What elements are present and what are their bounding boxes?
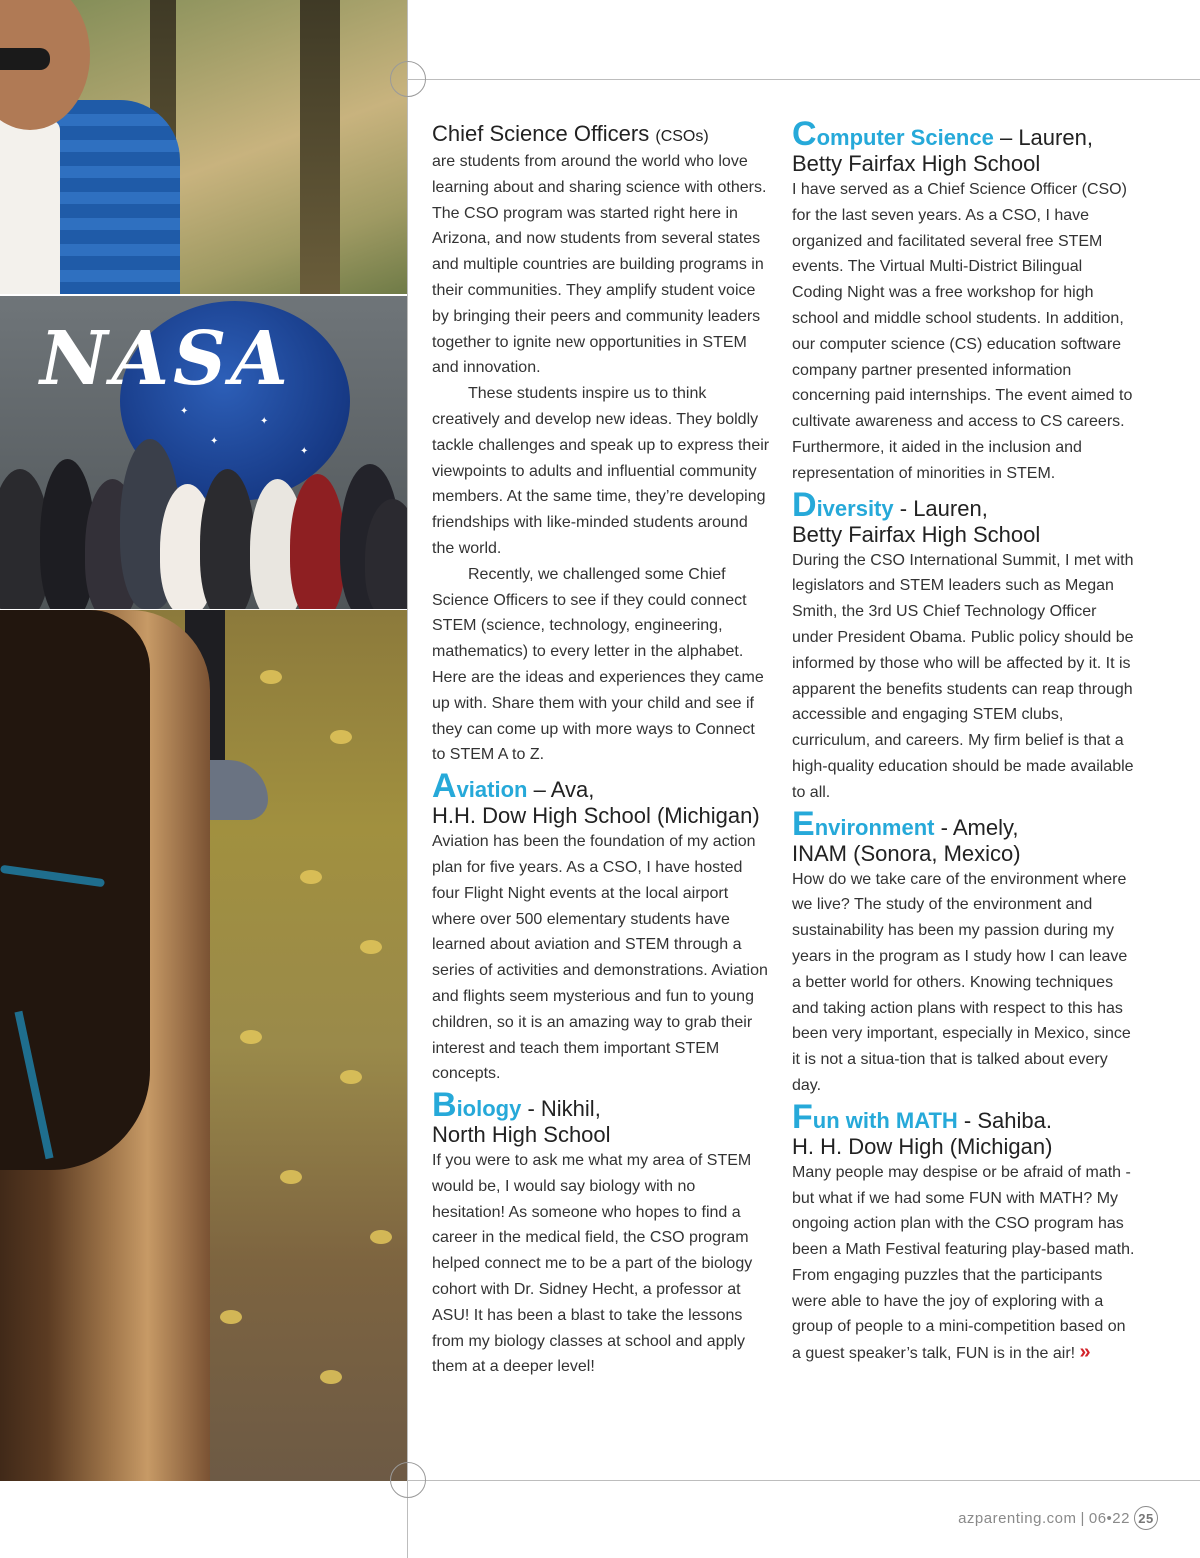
intro-paragraph-2: These students inspire us to think creatively and develop new ideas. They boldly tackle challenges and speak up to express their viewpoints to adults and influential community members. At the same time, they’re developing friendships with like-minded students around the world. [432, 385, 770, 557]
section-body: Many people may despise or be afraid of math - but what if we had some FUN with MATH? My ongoing action plan with the CSO program has been a Math Festival featuring play-based math. From engaging puzzles that the participants were able to have the joy of exploring with a group of people to a mini-competition based on a guest speaker’s talk, FUN is in the air! » [792, 1163, 1135, 1364]
section-fun-with-math [792, 1097, 1137, 1367]
photo-nasa-group: NASA ✦ ✦ ✦ ✦ [0, 296, 408, 609]
page-divider-vertical [407, 0, 408, 1558]
page-footer [958, 1506, 1158, 1530]
crop-mark-bottom [390, 1462, 426, 1498]
footer-divider: | [1080, 1509, 1085, 1527]
intro-paragraph-3: Recently, we challenged some Chief Science Officers to see if they could connect STEM (science, technology, engineering, mathematics) to every letter in the alphabet. Here are the ideas and experiences they came up with. Share them with your child and see if they can come up with more ways to Connect to STEM A to Z. [432, 565, 764, 764]
section-school: Betty Fairfax High School [792, 521, 1041, 547]
section-school: Betty Fairfax High School [792, 151, 1041, 176]
section-body: How do we take care of the environment where we live? The study of the environment and sustainability has been my passion during my years in the program as I study how I can leave a better world for others. Knowing techniques and taking action plans with respect to this has been very important, especially in Mexico, since it is not a situa-tion that is talked about every day. [792, 870, 1131, 1094]
section-biology [432, 1086, 772, 1380]
section-heading: Aviation – Ava, [432, 767, 595, 806]
top-rule [408, 79, 1200, 80]
crop-mark-top [390, 61, 426, 97]
intro-paragraph-1: are students from around the world who love learning about and sharing science with others. The CSO program was started right here in Arizona, and now students from several states and multiple countries are building programs in their communities. They amplify student voice by bringing their peers and community leaders together to ignite new opportunities in STEM and innovation. [432, 153, 767, 377]
section-computer-science [792, 115, 1137, 487]
continued-arrow-icon: » [1079, 1341, 1091, 1364]
photo-student-outdoors [0, 0, 408, 294]
bottom-rule [408, 1480, 1200, 1481]
nasa-logo-text: NASA [40, 316, 292, 402]
section-heading: Diversity - Lauren, [792, 485, 988, 524]
section-aviation [432, 767, 772, 1087]
section-heading: Biology - Nikhil, [432, 1086, 601, 1125]
section-school: INAM (Sonora, Mexico) [792, 840, 1021, 866]
section-environment [792, 804, 1137, 1099]
footer-site: azparenting.com [958, 1509, 1077, 1527]
section-body: Aviation has been the foundation of my action plan for five years. As a CSO, I have hosted four Flight Night events at the local airport where over 500 elementary students have learned about aviation and STEM through a series of activities and demonstrations. Aviation and flights seem mysterious and fun to young children, so it is an amazing way to grab their interest and teach them important STEM concepts. [432, 833, 768, 1083]
section-diversity [792, 485, 1137, 806]
section-heading: Fun with MATH - Sahiba. [792, 1097, 1052, 1136]
page-number: 25 [1134, 1506, 1158, 1530]
section-body: If you were to ask me what my area of STEM would be, I would say biology with no hesitation! As someone who hopes to find a career in the medical field, the CSO program helped connect me to be a part of the biology cohort with Dr. Sidney Hecht, a professor at ASU! It has been a blast to take the lessons from my biology classes at school and apply them at a deeper level! [432, 1152, 753, 1376]
section-heading: Computer Science – Lauren, [792, 115, 1093, 153]
section-heading: Environment - Amely, [792, 804, 1019, 843]
article-column-right [792, 115, 1137, 1367]
intro-heading: Chief Science Officers (CSOs) [432, 121, 709, 146]
group-of-students [0, 439, 408, 609]
section-school: North High School [432, 1122, 611, 1148]
section-body: I have served as a Chief Science Officer (CSO) for the last seven years. As a CSO, I have organized and facilitated several free STEM events. The Virtual Multi-District Bilingual Coding Night was a free workshop for high school and middle school students. In addition, our computer science (CS) education software company partner presented information concerning paid internships. The event aimed to cultivate awareness and access to CS careers. Furthermore, it aided in the inclusion and representation of minorities in STEM. [792, 181, 1133, 482]
article-column-left [432, 120, 772, 1380]
section-school: H. H. Dow High (Michigan) [792, 1133, 1053, 1159]
section-body: During the CSO International Summit, I met with legislators and STEM leaders such as Megan Smith, the 3rd US Chief Technology Officer under President Obama. Public policy should be informed by those who will be affected by it. It is apparent the benefits students can reap through accessible and engaging STEM clubs, curriculum, and careers. My firm belief is that a high-quality education should be made available to all. [792, 551, 1134, 801]
footer-issue: 06•22 [1088, 1509, 1130, 1527]
section-school: H.H. Dow High School (Michigan) [432, 803, 760, 829]
photo-horse-trail [0, 610, 408, 1481]
